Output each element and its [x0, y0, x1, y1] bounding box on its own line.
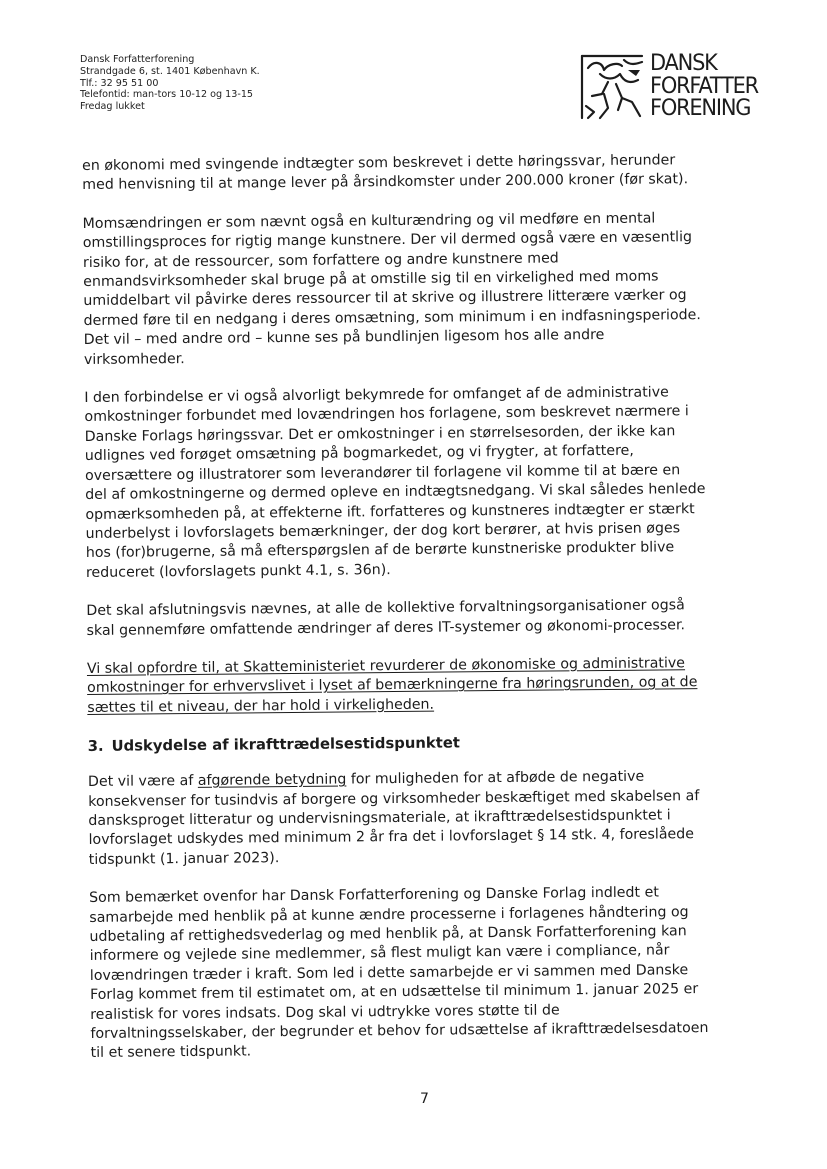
page-number: 7 [420, 1091, 429, 1107]
text-line: til et senere tidspunkt. [90, 1043, 252, 1062]
text-line: dansksproget litteratur og undervisningsmateriale, at ikrafttrædelsestidspunktet i [88, 807, 671, 829]
text-line: informere og vejlede sine medlemmer, så flest muligt kan være i compliance, når [89, 942, 670, 965]
address-line: Tlf.: 32 95 51 00 [80, 77, 159, 89]
text-line: virksomheder. [83, 350, 185, 368]
address-line: Dansk Forfatterforening [80, 54, 195, 65]
text-line: umiddelbart vil påvirke deres ressourcer til at skrive og illustrere litterære værker og [83, 287, 687, 310]
text-line: hos (for)brugerne, så må efterspørgslen af de berørte kunstneriske produkter blive [85, 539, 675, 562]
text-line: Som bemærket ovenfor har Dansk Forfatterforening og Danske Forlag indledt et [89, 884, 659, 907]
address-line: Fredag lukket [80, 101, 145, 113]
text-line: lovforslaget udskydes med minimum 2 år fra det i lovforslaget § 14 stk. 4, foreslåede [88, 826, 695, 849]
text-line: realistisk for vores indsats. Dog skal vi udtrykke vores støtte til de [90, 1002, 560, 1023]
address-line: Strandgade 6, st. 1401 København K. [80, 65, 260, 77]
logo-line: FORENING [650, 95, 751, 121]
text-line: enmandsvirksomheder skal bruge på at omstille sig til en virkelighed med moms [83, 268, 659, 291]
text-line: del af omkostningerne og dermed opleve en indtægtsnedgang. Vi skal således henlede [85, 481, 706, 504]
text-line: med henvisning til at mange lever på årsindkomster under 200.000 kroner (før skat). [82, 171, 689, 194]
recommendation-paragraph [87, 653, 768, 718]
text-line: Det skal afslutningsvis nævnes, at alle de kollektive forvaltningsorganisationer også [86, 597, 685, 620]
text-line: tidspunkt (1. januar 2023). [88, 849, 280, 868]
logo-line: DANSK [650, 50, 717, 76]
organization-logo [578, 52, 766, 124]
text-line: udbetaling af rettighedsvederlag og med henblik på, at Dansk Forfatterforening kan [89, 923, 687, 945]
text-line: omkostninger for erhvervslivet i lyset af bemærkningerne fra høringsrunden, og at de [87, 674, 698, 697]
text-line: en økonomi med svingende indtægter som beskrevet i dette høringssvar, herunder [82, 152, 676, 174]
text-line: Danske Forlags høringssvar. Det er omkostninger i en størrelsesorden, der ikke kan [84, 423, 676, 445]
paragraph [83, 208, 764, 370]
paragraph [89, 883, 771, 1064]
paragraph [86, 596, 766, 641]
text-line: Det vil – med andre ord – kunne ses på bundlinjen ligesom hos alle andre [83, 327, 605, 349]
text-line: forvaltningsselskaber, der begrunder et behov for udsættelse af ikrafttrædelsesdatoen [90, 1020, 709, 1042]
logo-wordmark [650, 52, 758, 120]
text-line: Forlag kommet frem til estimatet om, at en udsættelse til minimum 1. januar 2025 er [89, 981, 699, 1004]
address-line: Telefontid: man-tors 10-12 og 13-15 [80, 89, 254, 101]
paragraph [84, 383, 766, 584]
text-line: opmærksomheden på, at effekterne ift. forfatteres og kunstneres indtægter er stærkt [85, 500, 695, 523]
logo-line: FORFATTER [650, 72, 758, 99]
text-line: samarbejde med henblik på at kunne ændre processerne i forlagenes håndtering og [89, 903, 689, 926]
section-title: Udskydelse af ikrafttrædelsestidspunktet [111, 734, 460, 755]
emphasis-underlined: afgørende betydning [197, 771, 347, 790]
text-line: Momsændringen er som nævnt også en kulturændring og vil medføre en mental [82, 210, 656, 232]
text-line: underbelyst i lovforslagets bemærkninger, der dog kort berører, at hvis prisen øges [85, 520, 681, 542]
sender-address [80, 54, 260, 113]
pegasus-logo-icon [578, 52, 648, 124]
text-line: omkostninger forbundet med lovændringen hos forlagene, som beskrevet nærmere i [84, 403, 689, 426]
text-line: lovændringen træder i kraft. Som led i dette samarbejde er vi sammen med Danske [89, 962, 689, 984]
text-line: Vi skal opfordre til, at Skatteministeriet revurderer de økonomiske og administrative [86, 655, 686, 677]
section-heading [88, 731, 768, 758]
section-number: 3. [87, 737, 104, 756]
text-line: I den forbindelse er vi også alvorligt bekymrede for omfanget af de administrative [84, 384, 669, 407]
text-line: konsekvenser for tusindvis af borgere og virksomheder beskæftiget med skabelsen af [88, 787, 700, 810]
text-line: risiko for, at de ressourcer, som forfattere og andre kunstnere med [82, 250, 559, 271]
text-line: dermed føre til en nedgang i deres omsætning, som minimum i en indfasningsperiode. [83, 306, 701, 329]
text-line: reduceret (lovforslagets punkt 4.1, s. 36n). [85, 561, 391, 581]
text-span: Det vil være af [87, 773, 198, 791]
text-line: oversættere og illustratorer som leverandører til forlagene vil komme til at bære en [84, 461, 681, 484]
text-line: udlignes ved forøget omsætning på bogmarkedet, og vi frygter, at forfattere, [84, 442, 634, 465]
text-span: for muligheden for at afbøde de negative [346, 768, 645, 788]
document-body [82, 150, 771, 1082]
paragraph [88, 767, 769, 871]
paragraph [82, 150, 762, 195]
text-line: omstillingsproces for rigtig mange kunstnere. Der vil dermed også være en væsentlig [82, 229, 693, 252]
text-line: skal gennemføre omfattende ændringer af deres IT-systemer og økonomi-processer. [86, 616, 686, 639]
text-line: sættes til et niveau, der har hold i virkeligheden. [87, 696, 435, 716]
